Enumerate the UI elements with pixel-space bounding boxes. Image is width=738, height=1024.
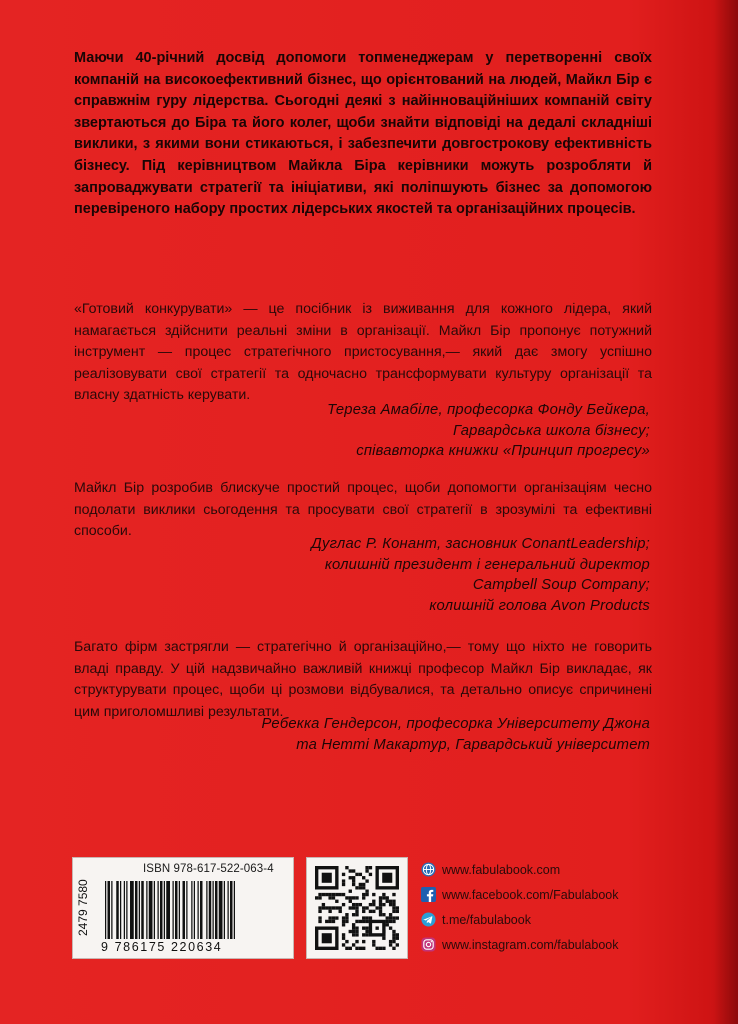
review-text-3: Багато фірм застрягли — стратегічно й організаційно,— тому що ніхто не говорить владі правду. У цій надзвичайно важливій книжці професор Майкл Бір викладає, як структурувати процес, щоби ці розмови відбувалися, та детально описує спричинені цим приголомшливі результати.	[74, 639, 652, 720]
social-links	[420, 857, 660, 957]
isbn-label: ISBN 978-617-522-063-4	[143, 863, 274, 875]
instagram-icon	[420, 937, 436, 953]
link-telegram[interactable]	[420, 907, 660, 932]
review-text-1: «Готовий конкурувати» — це посібник із виживання для кожного лідера, який намагається здійснити реальні зміни в організації. Майкл Бір пропонує потужний інструмент — процес стратегічного пристосування,— який дає змогу успішно реалізовувати свої стратегії та одночасно трансформувати культуру організації та власну здатність керувати.	[74, 301, 652, 403]
barcode-digits: 9 786175 220634	[101, 940, 223, 954]
attribution-line: Ребекка Гендерсон, професорка Університету Джона	[261, 716, 650, 732]
link-text: www.facebook.com/Fabulabook	[442, 887, 619, 902]
attribution-line: колишній голова Avon Products	[429, 597, 650, 614]
barcode-side-digits: 2479 7580	[76, 879, 90, 937]
review-text-2: Майкл Бір розробив блискуче простий процес, щоби допомогти організаціям чесно подолати виклики сьогодення та просувати свої стратегії в зрозумілі та ефективні способи.	[74, 480, 652, 539]
facebook-icon	[420, 887, 436, 903]
link-instagram[interactable]	[420, 932, 660, 957]
globe-icon	[420, 862, 436, 878]
attribution-line: Гарвардська школа бізнесу;	[452, 422, 650, 439]
telegram-icon	[420, 912, 436, 928]
link-website[interactable]	[420, 857, 660, 882]
link-facebook[interactable]	[420, 882, 660, 907]
qr-code	[306, 857, 408, 959]
cover-edge-shadow	[714, 0, 738, 1024]
attribution-line: Дуглас Р. Конант, засновник ConantLeadership;	[311, 536, 650, 552]
attribution-line: співавторка книжки «Принцип прогресу»	[356, 443, 650, 459]
barcode-bars	[103, 881, 285, 939]
attribution-line: колишній президент і генеральний директор	[324, 556, 650, 573]
link-text: www.fabulabook.com	[442, 862, 561, 877]
intro-paragraph: Маючи 40-річний досвід допомоги топменеджерам у перетворенні своїх компаній на високоефективний бізнес, що орієнтований на людей, Майкл Бір є справжнім гуру лідерства. Сьогодні деякі з найінноваційніших компаній світу звертаються до Біра та його колег, щоби знайти відповіді на дедалі складніші виклики, з якими вони стикаються, і забезпечити довгострокову ефективність бізнесу. Під керівництвом Майкла Біра керівники можуть розробляти й запроваджувати стратегії та ініціативи, які поліпшують бізнес за допомогою перевіреного набору простих лідерських якостей та організаційних процесів.	[74, 50, 652, 218]
review-attribution-1	[90, 400, 650, 462]
link-text: t.me/fabulabook	[442, 912, 531, 927]
review-attribution-2	[90, 534, 650, 616]
attribution-line: Campbell Soup Company;	[472, 577, 650, 593]
link-text: www.instagram.com/fabulabook	[442, 937, 619, 952]
isbn-barcode	[72, 857, 294, 959]
review-attribution-3	[90, 714, 650, 755]
attribution-line: та Нетті Макартур, Гарвардський університет	[296, 736, 650, 753]
attribution-line: Тереза Амабіле, професорка Фонду Бейкера,	[327, 402, 650, 418]
qr-code-pattern	[315, 866, 399, 950]
